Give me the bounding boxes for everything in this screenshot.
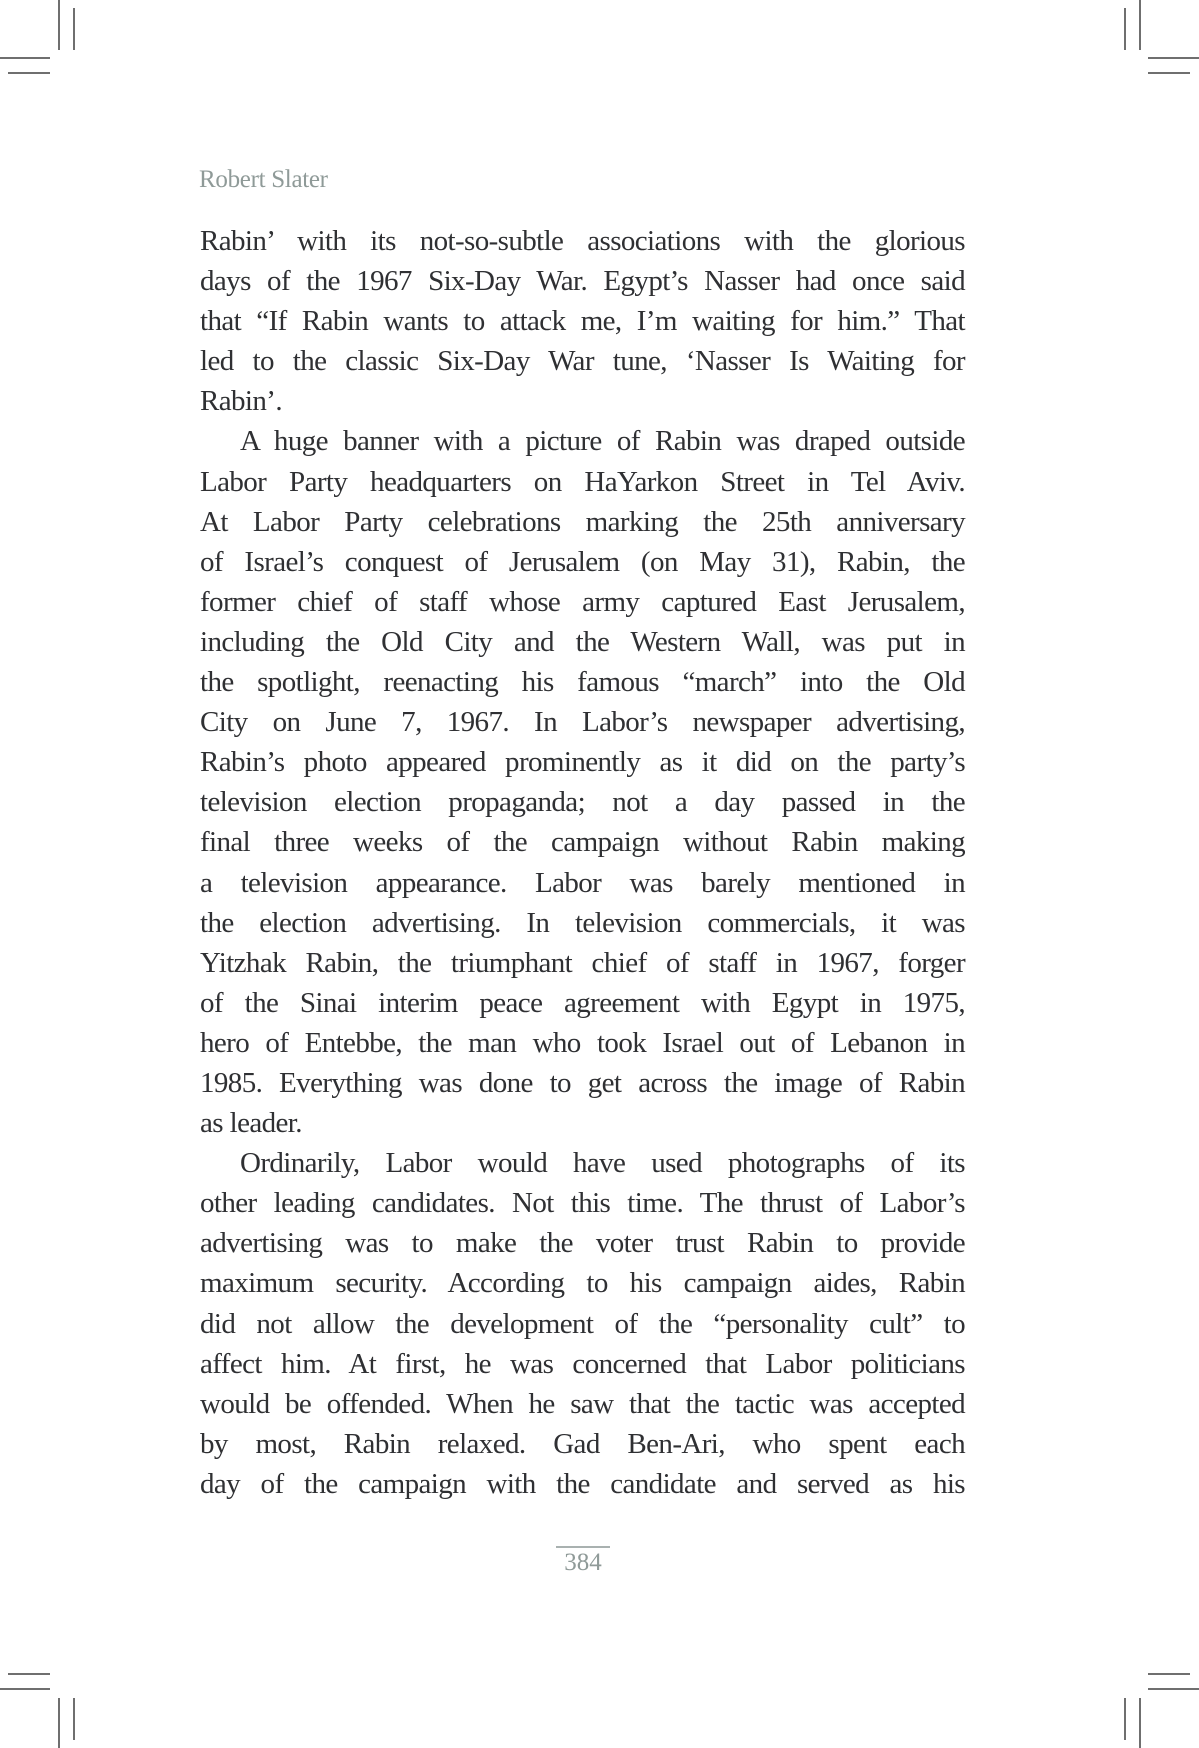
- text-line: Rabin’ with its not-so-subtle associations with the glorious: [200, 225, 965, 257]
- crop-mark: [1139, 0, 1141, 50]
- crop-mark: [73, 1698, 75, 1740]
- crop-mark: [1124, 8, 1126, 50]
- crop-mark: [1124, 1698, 1126, 1740]
- crop-mark: [73, 8, 75, 50]
- crop-mark: [1148, 57, 1199, 59]
- text-line: former chief of staff whose army captured East Jerusalem,: [200, 585, 965, 618]
- text-line: television election propaganda; not a day passed in the: [200, 786, 965, 819]
- crop-mark: [1139, 1698, 1141, 1748]
- text-line: led to the classic Six-Day War tune, ‘Nasser Is Waiting for: [200, 345, 965, 378]
- text-line: of Israel’s conquest of Jerusalem (on May 31), Rabin, the: [200, 545, 965, 578]
- text-line: as leader.: [200, 1107, 302, 1140]
- text-line: days of the 1967 Six-Day War. Egypt’s Nasser had once said: [200, 265, 965, 298]
- text-line: A huge banner with a picture of Rabin was draped outside: [240, 425, 965, 458]
- crop-mark: [58, 0, 60, 50]
- crop-mark: [8, 72, 50, 74]
- crop-mark: [1148, 1673, 1190, 1675]
- text-line: affect him. At first, he was concerned that Labor politicians: [200, 1347, 965, 1380]
- text-line: maximum security. According to his campaign aides, Rabin: [200, 1267, 965, 1300]
- text-line: the spotlight, reenacting his famous “march” into the Old: [200, 666, 965, 699]
- text-line: Rabin’s photo appeared prominently as it did on the party’s: [200, 746, 965, 779]
- paragraph: [200, 221, 965, 421]
- text-line: by most, Rabin relaxed. Gad Ben-Ari, who spent each: [200, 1427, 965, 1460]
- text-line: Rabin’.: [200, 385, 282, 418]
- text-line: the election advertising. In television commercials, it was: [200, 906, 965, 939]
- text-line: hero of Entebbe, the man who took Israel out of Lebanon in: [200, 1026, 965, 1059]
- crop-mark: [1148, 1688, 1199, 1690]
- text-line: including the Old City and the Western Wall, was put in: [200, 625, 965, 658]
- text-line: Labor Party headquarters on HaYarkon Street in Tel Aviv.: [200, 465, 965, 498]
- crop-mark: [0, 57, 50, 59]
- text-line: other leading candidates. Not this time. The thrust of Labor’s: [200, 1187, 965, 1220]
- text-line: a television appearance. Labor was barely mentioned in: [200, 866, 965, 899]
- text-line: At Labor Party celebrations marking the 25th anniversary: [200, 505, 965, 538]
- text-line: of the Sinai interim peace agreement with Egypt in 1975,: [200, 986, 965, 1019]
- text-line: final three weeks of the campaign without Rabin making: [200, 826, 965, 859]
- paragraph: [200, 1143, 965, 1504]
- crop-mark: [0, 1688, 50, 1690]
- page-number: 384: [556, 1546, 610, 1577]
- body-text: [200, 221, 965, 1504]
- crop-mark: [1148, 72, 1190, 74]
- text-line: City on June 7, 1967. In Labor’s newspaper advertising,: [200, 706, 965, 739]
- text-line: would be offended. When he saw that the tactic was accepted: [200, 1387, 965, 1420]
- text-line: day of the campaign with the candidate and served as his: [200, 1467, 965, 1500]
- running-head-author: Robert Slater: [199, 166, 328, 193]
- paragraph: [200, 421, 965, 1143]
- text-line: advertising was to make the voter trust Rabin to provide: [200, 1227, 965, 1260]
- crop-mark: [58, 1698, 60, 1748]
- text-line: 1985. Everything was done to get across the image of Rabin: [200, 1066, 965, 1099]
- text-line: that “If Rabin wants to attack me, I’m waiting for him.” That: [200, 305, 965, 338]
- text-line: Ordinarily, Labor would have used photographs of its: [240, 1147, 965, 1180]
- text-line: Yitzhak Rabin, the triumphant chief of staff in 1967, forger: [200, 946, 965, 979]
- crop-mark: [8, 1673, 50, 1675]
- text-line: did not allow the development of the “personality cult” to: [200, 1307, 965, 1340]
